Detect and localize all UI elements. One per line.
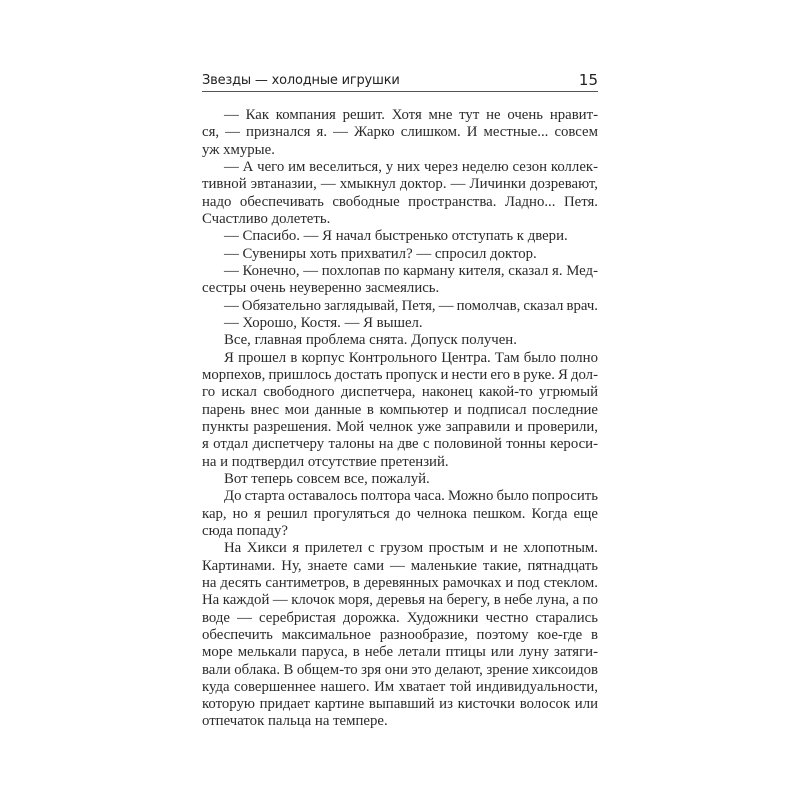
text-line-content: На Хикси я прилетел с грузом простым и не хлопотным. bbox=[224, 540, 598, 557]
text-line-content: воде — серебристая дорожка. Художники честно старались bbox=[202, 609, 598, 626]
text-line bbox=[202, 471, 598, 488]
text-line bbox=[202, 384, 598, 401]
text-line-content: куда совершеннее нашего. Им хватает той индивидуальности, bbox=[202, 678, 598, 695]
text-line-content: кар, но я решил прогуляться до челнока пешком. Когда еще bbox=[202, 505, 598, 522]
text-line-content: — Сувениры хоть прихватил? — спросил доктор. bbox=[224, 245, 537, 262]
text-line-content: на десять сантиметров, в деревянных рамочках и под стеклом. bbox=[202, 574, 598, 591]
text-line-content: уж хмурые. bbox=[202, 141, 275, 158]
text-line-content: ся, — признался я. — Жарко слишком. И местные... совсем bbox=[202, 124, 598, 141]
text-line bbox=[202, 436, 598, 453]
running-header bbox=[202, 71, 598, 92]
text-line-content: Картинами. Ну, знаете сами — маленькие такие, пятнадцать bbox=[202, 557, 598, 574]
text-line-content: го искал свободного диспетчера, наконец какой-то угрюмый bbox=[202, 384, 598, 401]
text-line-content: До старта оставалось полтора часа. Можно было попросить bbox=[224, 488, 598, 505]
text-line-content: Счастливо долететь. bbox=[202, 210, 331, 227]
text-line bbox=[202, 298, 598, 315]
text-line-content: — Хорошо, Костя. — Я вышел. bbox=[224, 314, 423, 331]
text-line bbox=[202, 263, 598, 280]
text-line-content: отпечаток пальца на темпере. bbox=[202, 713, 388, 730]
text-line bbox=[202, 350, 598, 367]
text-line bbox=[202, 662, 598, 679]
text-line bbox=[202, 540, 598, 557]
text-line bbox=[202, 696, 598, 713]
book-title: Звезды — холодные игрушки bbox=[202, 73, 400, 88]
text-line-content: пункты разрешения. Мой челнок уже заправили и проверили, bbox=[202, 418, 598, 435]
text-line bbox=[202, 610, 598, 627]
page-number: 15 bbox=[578, 71, 598, 89]
text-line-content: Все, главная проблема снята. Допуск получен. bbox=[224, 332, 517, 349]
text-line-content: На каждой — клочок моря, деревья на берегу, в небе луна, а по bbox=[202, 592, 598, 609]
text-line-content: сюда попаду? bbox=[202, 522, 288, 539]
text-line bbox=[202, 228, 598, 245]
text-line-content: вали облака. В общем-то зря они это делают, зрение хиксоидов bbox=[202, 661, 598, 678]
text-line bbox=[202, 107, 598, 124]
text-line-content: морпехов, пришлось достать пропуск и нести его в руке. Я дол- bbox=[202, 366, 598, 383]
text-line bbox=[202, 644, 598, 661]
text-line-content: море мелькали паруса, в небе летали птицы или луну затяги- bbox=[202, 644, 598, 661]
text-line-content: тивной эвтаназии, — хмыкнул доктор. — Личинки дозревают, bbox=[202, 176, 598, 193]
text-line bbox=[202, 713, 598, 730]
text-line bbox=[202, 402, 598, 419]
text-line bbox=[202, 332, 598, 349]
text-line bbox=[202, 246, 598, 263]
text-line-content: сестры очень неуверенно засмеялись. bbox=[202, 280, 440, 297]
text-line bbox=[202, 419, 598, 436]
text-line-content: надо обеспечивать свободные пространства. Ладно... Петя. bbox=[202, 193, 598, 210]
text-line-content: — Как компания решит. Хотя мне тут не очень нравит- bbox=[224, 107, 598, 123]
page-body-text bbox=[202, 107, 598, 731]
text-line-content: которую придает картине выпавший из кисточки волосок или bbox=[202, 696, 598, 713]
text-line-content: — Спасибо. — Я начал быстренько отступать к двери. bbox=[224, 228, 568, 245]
text-line-content: — Конечно, — похлопав по карману кителя, сказал я. Мед- bbox=[224, 262, 598, 279]
text-line-content: — Обязательно заглядывай, Петя, — помолчав, сказал врач. bbox=[224, 297, 598, 314]
text-line bbox=[202, 194, 598, 211]
text-line-content: — А чего им веселиться, у них через неделю сезон коллек- bbox=[224, 158, 598, 175]
text-line-content: Я прошел в корпус Контрольного Центра. Там было полно bbox=[224, 349, 598, 366]
text-line-content: Вот теперь совсем все, пожалуй. bbox=[224, 470, 430, 487]
text-line bbox=[202, 506, 598, 523]
text-line bbox=[202, 523, 598, 540]
text-line bbox=[202, 488, 598, 505]
text-line bbox=[202, 367, 598, 384]
text-line bbox=[202, 575, 598, 592]
text-line bbox=[202, 315, 598, 332]
text-line bbox=[202, 454, 598, 471]
text-line bbox=[202, 211, 598, 228]
text-line bbox=[202, 124, 598, 141]
text-line bbox=[202, 558, 598, 575]
text-line-content: парень внес мои данные в компьютер и подписал последние bbox=[202, 401, 598, 418]
text-line bbox=[202, 679, 598, 696]
text-line bbox=[202, 627, 598, 644]
text-line bbox=[202, 159, 598, 176]
text-line bbox=[202, 280, 598, 297]
text-line bbox=[202, 142, 598, 159]
text-line bbox=[202, 592, 598, 609]
text-line bbox=[202, 176, 598, 193]
text-line-content: обеспечить максимальное разнообразие, поэтому кое-где в bbox=[202, 626, 598, 643]
text-line-content: на и подтвердил отсутствие претензий. bbox=[202, 453, 449, 470]
text-line-content: я отдал диспетчеру талоны на две с половиной тонны кероси- bbox=[202, 436, 598, 453]
